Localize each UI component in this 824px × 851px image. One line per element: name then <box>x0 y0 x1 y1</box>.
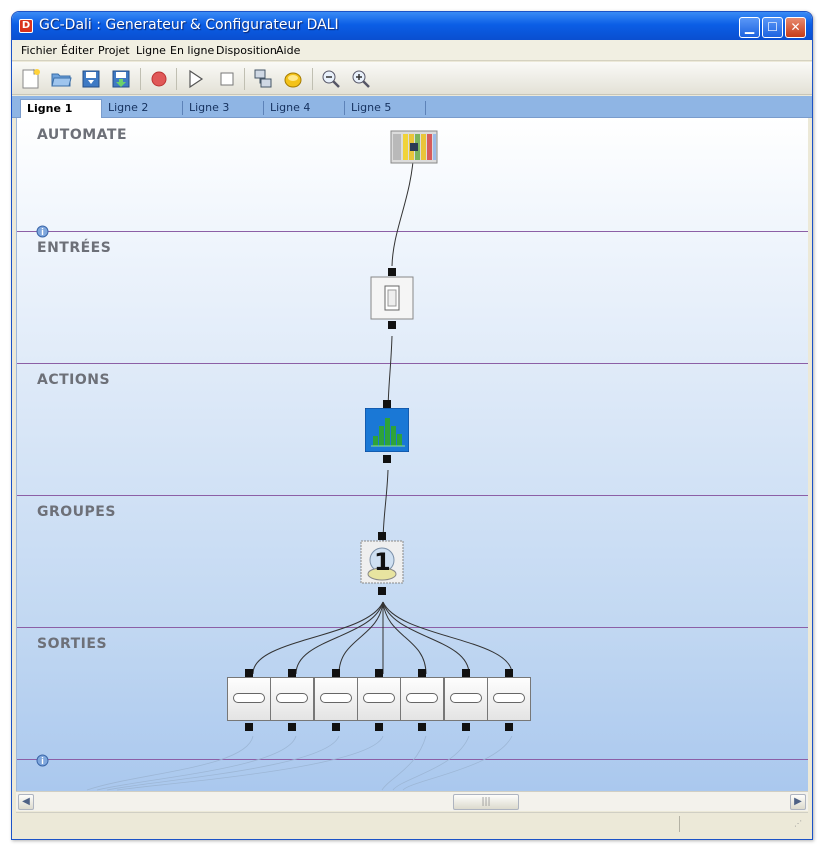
node-port[interactable] <box>462 669 470 677</box>
new-file-icon[interactable] <box>20 68 42 90</box>
window-title: GC-Dali : Generateur & Configurateur DALI <box>39 17 339 33</box>
node-port[interactable] <box>462 723 470 731</box>
zoom-out-icon[interactable] <box>320 68 342 90</box>
node-port[interactable] <box>332 723 340 731</box>
zoom-in-icon[interactable] <box>350 68 372 90</box>
menu-ligne[interactable]: Ligne <box>136 44 166 57</box>
stop-icon[interactable] <box>216 68 238 90</box>
line-tabs <box>12 96 812 118</box>
output-luminaire-node[interactable] <box>227 677 271 721</box>
node-port[interactable] <box>383 455 391 463</box>
tube-light-icon <box>233 693 265 703</box>
title-bar[interactable] <box>12 12 812 40</box>
node-port[interactable] <box>383 400 391 408</box>
output-luminaire-node[interactable] <box>270 677 314 721</box>
node-port[interactable] <box>375 669 383 677</box>
status-separator <box>679 816 680 832</box>
toolbar <box>12 62 812 95</box>
zone-label-actions: ACTIONS <box>37 372 111 388</box>
menu-aide[interactable]: Aide <box>276 44 301 57</box>
node-port[interactable] <box>378 532 386 540</box>
output-luminaire-node[interactable] <box>487 677 531 721</box>
toolbar-separator <box>312 68 313 90</box>
tab-ligne-3[interactable]: Ligne 3 <box>189 101 230 114</box>
tube-light-icon <box>450 693 482 703</box>
network-config-icon[interactable] <box>252 68 274 90</box>
menu-editer[interactable]: Éditer <box>61 44 94 57</box>
menu-bar <box>12 40 812 61</box>
play-icon[interactable] <box>184 68 206 90</box>
scroll-left-button[interactable]: ◀ <box>18 794 34 810</box>
toolbar-separator <box>140 68 141 90</box>
output-luminaire-node[interactable] <box>314 677 358 721</box>
tab-ligne-2[interactable]: Ligne 2 <box>108 101 149 114</box>
scroll-thumb[interactable]: ||| <box>453 794 519 810</box>
app-window <box>11 11 813 840</box>
minimize-button[interactable]: ▁ <box>739 17 760 38</box>
node-port[interactable] <box>245 723 253 731</box>
node-port[interactable] <box>378 587 386 595</box>
horizontal-scrollbar[interactable] <box>16 791 808 811</box>
tab-ligne-4[interactable]: Ligne 4 <box>270 101 311 114</box>
wall-switch-node[interactable] <box>370 276 414 320</box>
output-luminaire-node[interactable] <box>400 677 444 721</box>
scroll-right-button[interactable]: ▶ <box>790 794 806 810</box>
group-number: 1 <box>374 548 391 576</box>
node-port[interactable] <box>332 669 340 677</box>
node-port[interactable] <box>388 268 396 276</box>
node-port[interactable] <box>388 321 396 329</box>
node-port[interactable] <box>375 723 383 731</box>
diagram-canvas[interactable] <box>16 118 808 791</box>
node-port[interactable] <box>245 669 253 677</box>
tab-separator <box>425 101 426 115</box>
menu-disposition[interactable]: Disposition <box>216 44 277 57</box>
menu-fichier[interactable]: Fichier <box>21 44 57 57</box>
status-bar <box>16 812 808 834</box>
zone-label-automate: AUTOMATE <box>37 127 128 143</box>
node-port[interactable] <box>418 723 426 731</box>
node-port[interactable] <box>418 669 426 677</box>
node-port[interactable] <box>288 669 296 677</box>
save-as-icon[interactable] <box>110 68 132 90</box>
zone-label-groupes: GROUPES <box>37 504 116 520</box>
toolbar-separator <box>244 68 245 90</box>
zone-label-entrees: ENTRÉES <box>37 240 112 256</box>
tube-light-icon <box>276 693 308 703</box>
tube-light-icon <box>406 693 438 703</box>
record-icon[interactable] <box>148 68 170 90</box>
app-logo-icon: D <box>19 19 33 33</box>
tube-light-icon <box>320 693 352 703</box>
resize-grip-icon[interactable]: ⋰ <box>794 819 802 828</box>
save-icon[interactable] <box>80 68 102 90</box>
output-luminaire-node[interactable] <box>357 677 401 721</box>
close-button[interactable]: ✕ <box>785 17 806 38</box>
action-node[interactable] <box>365 408 409 452</box>
menu-projet[interactable]: Projet <box>98 44 130 57</box>
node-port[interactable] <box>505 669 513 677</box>
output-luminaire-node[interactable] <box>444 677 488 721</box>
tube-light-icon <box>493 693 525 703</box>
open-folder-icon[interactable] <box>50 68 72 90</box>
lamp-icon[interactable] <box>282 68 304 90</box>
group-node[interactable] <box>360 540 404 584</box>
tube-light-icon <box>363 693 395 703</box>
zone-label-sorties: SORTIES <box>37 636 108 652</box>
menu-en-ligne[interactable]: En ligne <box>170 44 215 57</box>
tab-ligne-5[interactable]: Ligne 5 <box>351 101 392 114</box>
node-port[interactable] <box>288 723 296 731</box>
tab-ligne-1[interactable]: Ligne 1 <box>20 99 102 119</box>
maximize-button[interactable]: ☐ <box>762 17 783 38</box>
node-port[interactable] <box>505 723 513 731</box>
toolbar-separator <box>176 68 177 90</box>
controller-node[interactable] <box>390 129 438 165</box>
